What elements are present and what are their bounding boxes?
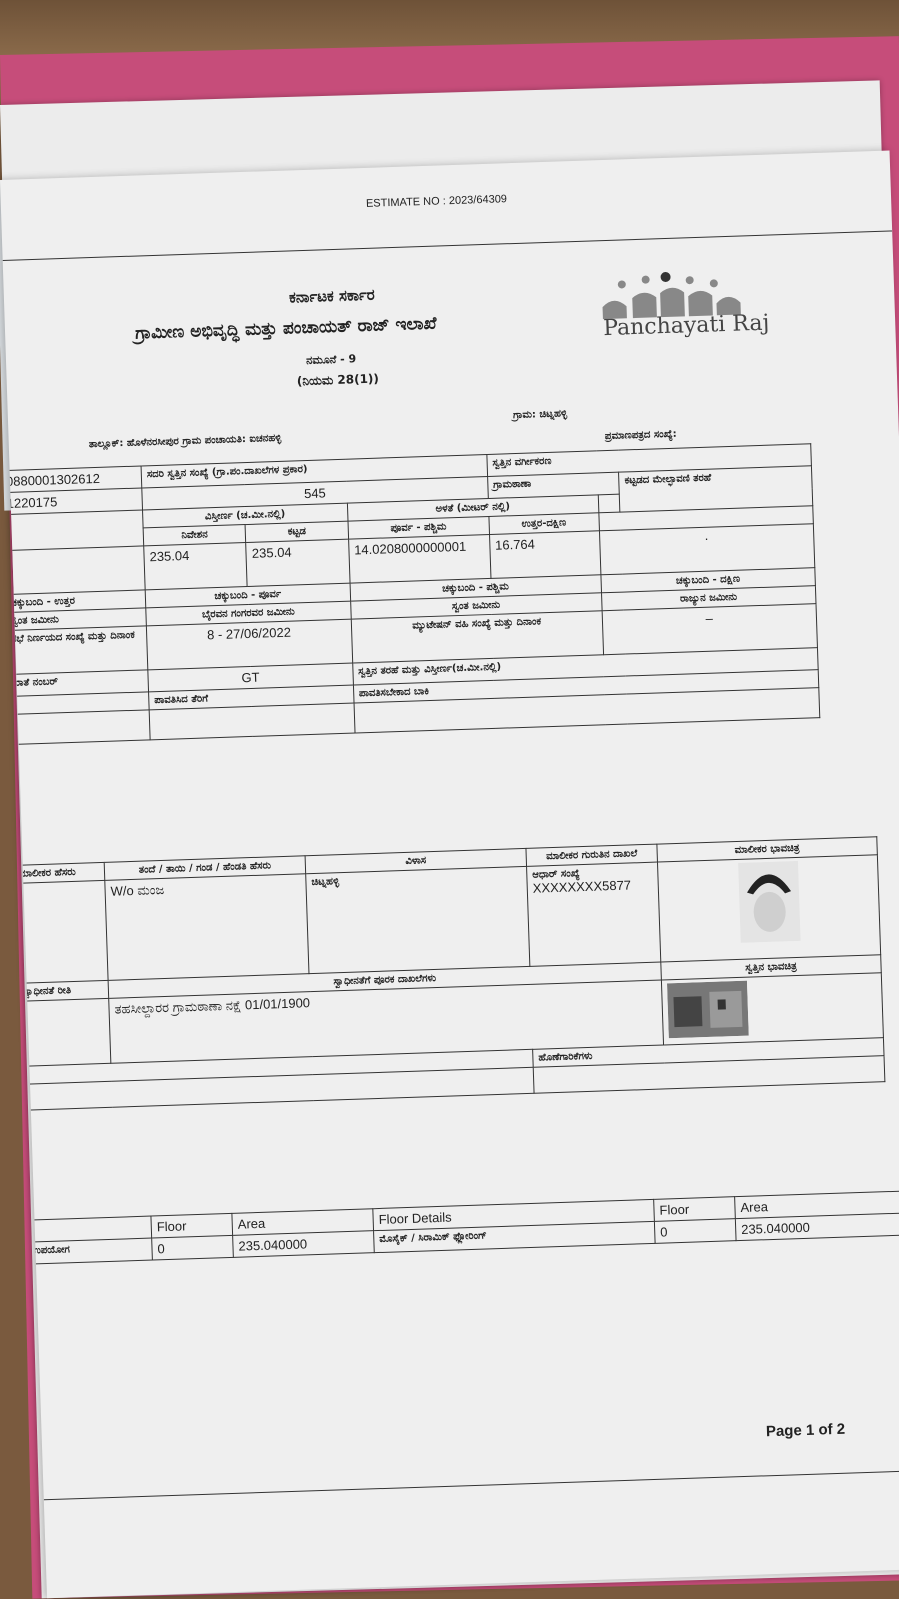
- owner-photo-label: ಮಾಲೀಕರ ಭಾವಚಿತ್ರ: [657, 837, 877, 862]
- area-header-left: Area: [232, 1209, 374, 1236]
- owner-photo-icon: [738, 861, 801, 943]
- floor-right: 0: [654, 1219, 736, 1244]
- govt-title: ಕರ್ನಾಟಕ ಸರ್ಕಾರ: [288, 285, 375, 307]
- department-title: ಗ್ರಾಮೀಣ ಅಭಿವೃದ್ಧಿ ಮತ್ತು ಪಂಚಾಯತ್ ರಾಜ್ ಇಲಾಖೆ: [134, 313, 437, 344]
- mutation-value: –: [602, 604, 818, 655]
- site-label: ನಿವೇಶನ: [143, 525, 246, 546]
- tax-paid-label: ಪಾವತಿಸಿದ ತೆರಿಗೆ: [149, 685, 354, 710]
- north-south-value: 16.764: [489, 531, 600, 579]
- classification-label: ಸ್ವತ್ತಿನ ವರ್ಗೀಕರಣ: [487, 444, 812, 477]
- khata-value: GT: [148, 663, 353, 692]
- form-frame: [3, 230, 899, 1320]
- boundary-west-label: ಚಕ್ಕುಬಂದಿ - ಪಶ್ಚಿಮ: [350, 575, 601, 601]
- property-photo-icon: [667, 981, 749, 1039]
- property-code: 1220175: [1, 488, 143, 515]
- property-no-label: ಸದರಿ ಸ್ವತ್ತಿನ ಸಂಖ್ಯೆ (ಗ್ರಾ.ಪಂ.ದಾಖಲೆಗಳ ಪ್ರಕಾರ): [141, 455, 487, 488]
- classification-value: ಗ್ರಾಮಠಾಣಾ: [487, 472, 619, 498]
- north-south-label: ಉತ್ತರ-ದಕ್ಷಿಣ: [489, 513, 599, 535]
- property-table: 0880001302612 ಸದರಿ ಸ್ವತ್ತಿನ ಸಂಖ್ಯೆ (ಗ್ರಾ.ಪಂ.ದಾಖಲೆಗಳ ಪ್ರಕಾರ) ಸ್ವತ್ತಿನ ವರ್ಗೀಕರಣ 1220175 545 ಗ್ರಾಮಠಾಣಾ ಕಟ್ಟಡದ ಮೇಲ್ಛಾವಣಿ ತರಹೆ ವಿಸ್ತೀರ್ಣ (ಚ.ಮೀ.ನಲ್ಲಿ) ಅಳತೆ (ಮೀಟರ್ ನಲ್ಲಿ) ನಿವೇಶನ ಕಟ್ಟಡ ಪೂರ್ವ - ಪಶ್ಚಿಮ ಉತ್ತರ-ದಕ್ಷಿಣ 235.04 235.04 14.0208000000001 16.764 · ಚಕ್ಕುಬಂದಿ - ಉತ್ತರ ಚಕ್ಕುಬಂದಿ - ಪೂರ್ವ ಚಕ್ಕುಬಂದಿ - ಪಶ್ಚಿಮ ಚಕ್ಕುಬಂದಿ - ದಕ್ಷಿಣ ಸ್ವಂತ ಜಮೀನು ಬೈರವನ ಗಂಗರವರ ಜಮೀನು ಸ್ವಂತ ಜಮೀನು ರಾಜ್ಯುನ ಜಮೀನು ಸಭೆ ನಿರ್ಣಯದ ಸಂಖ್ಯೆ ಮತ್ತು ದಿನಾಂಕ 8 - 27/06/2022 ಮ್ಯುಟೇಷನ್ ವಹಿ ಸಂಖ್ಯೆ ಮತ್ತು ದಿನಾಂಕ – ಖಾತೆ ನಂಬರ್ GT ಸ್ವತ್ತಿನ ತರಹೆ ಮತ್ತು ವಿಸ್ತೀರ್ಣ(ಚ.ಮೀ.ನಲ್ಲಿ) ಪಾವತಿಸಿದ ತೆರಿಗೆ ಪಾವತಿಸಬೇಕಾದ ಬಾಕಿ: [0, 443, 820, 745]
- building-label: ಕಟ್ಟಡ: [245, 521, 348, 542]
- boundary-east: ಬೈರವನ ಗಂಗರವರ ಜಮೀನು: [146, 601, 351, 626]
- tax-due-label: ಪಾವತಿಸಬೇಕಾದ ಬಾಕಿ: [353, 670, 819, 703]
- boundary-south: ರಾಜ್ಯುನ ಜಮೀನು: [601, 586, 816, 611]
- east-west-value: 14.0208000000001: [348, 534, 490, 583]
- logo-text: Panchayati Raj: [602, 310, 770, 342]
- taluk-panchayat: ತಾಲ್ಲೂಕ್: ಹೊಳೆನರಸೀಪುರ ಗ್ರಾಮ ಪಂಚಾಯತಿ: ಐಚನಹಳ್ಳಿ: [88, 432, 282, 451]
- boundary-north: ಸ್ವಂತ ಜಮೀನು: [5, 608, 147, 631]
- owner-name-label: ಮಾಲೀಕರ ಹೆಸರು: [13, 862, 105, 883]
- owner-table: [13, 836, 886, 1111]
- dimensions-label: ಅಳತೆ (ಮೀಟರ್ ನಲ್ಲಿ): [347, 495, 598, 521]
- acquisition-docs-label: ಸ್ವಾಧೀನತೆಗೆ ಪೂರಕ ದಾಖಲೆಗಳು: [108, 962, 661, 998]
- rule-number: (ನಿಯಮ 28(1)): [296, 371, 380, 389]
- footer-line: [44, 1470, 899, 1501]
- floor-header-right: Floor: [654, 1197, 736, 1222]
- area-right: 235.040000: [735, 1213, 899, 1241]
- property-no: 545: [142, 477, 488, 510]
- form-number: ನಮೂನೆ - 9: [305, 352, 357, 367]
- floor-header-left: Floor: [151, 1213, 233, 1238]
- boundary-north-label: ಚಕ್ಕುಬಂದಿ - ಉತ್ತರ: [4, 590, 146, 613]
- usage-label: ಉಪಯೋಗ: [26, 1238, 153, 1264]
- village-name: ಗ್ರಾಮ: ಚಿಟ್ನಹಳ್ಳಿ: [512, 408, 568, 422]
- east-west-label: ಪೂರ್ವ - ಪಶ್ಚಿಮ: [348, 516, 490, 539]
- area-label: ವಿಸ್ತೀರ್ಣ (ಚ.ಮೀ.ನಲ್ಲಿ): [143, 503, 348, 528]
- floor-left: 0: [152, 1235, 234, 1260]
- decision-label: ಸಭೆ ನಿರ್ಣಯದ ಸಂಖ್ಯೆ ಮತ್ತು ದಿನಾಂಕ: [5, 626, 147, 675]
- address-label: ವಿಳಾಸ: [305, 848, 526, 873]
- liabilities-label: ಹೊಣೆಗಾರಿಕೆಗಳು: [533, 1038, 884, 1068]
- site-area: 235.04: [144, 543, 248, 590]
- relation-label: ತಂದೆ / ತಾಯಿ / ಗಂಡ / ಹೆಂಡತಿ ಹೆಸರು: [104, 856, 305, 881]
- floor-details-header: Floor Details: [373, 1199, 655, 1230]
- property-id: 0880001302612: [0, 466, 142, 493]
- acquisition-docs: ತಹಸೀಲ್ದಾರರ ಗ್ರಾಮಠಾಣಾ ನಕ್ಷೆ 01/01/1900: [109, 980, 664, 1063]
- boundary-south-label: ಚಕ್ಕುಬಂದಿ - ದಕ್ಷಿಣ: [601, 568, 816, 593]
- id-number: XXXXXXXX5877: [532, 877, 632, 896]
- mutation-label: ಮ್ಯುಟೇಷನ್ ವಹಿ ಸಂಖ್ಯೆ ಮತ್ತು ದಿನಾಂಕ: [351, 611, 603, 663]
- area-header-right: Area: [735, 1191, 899, 1219]
- roof-type-label: ಕಟ್ಟಡದ ಮೇಲ್ಛಾವಣಿ ತರಹೆ: [619, 466, 813, 512]
- decision-value: 8 - 27/06/2022: [146, 619, 352, 670]
- relation-value: W/o ಮಂಜ: [105, 874, 309, 981]
- type-area-label: ಸ್ವತ್ತಿನ ತರಹೆ ಮತ್ತು ವಿಸ್ತೀರ್ಣ(ಚ.ಮೀ.ನಲ್ಲಿ): [352, 648, 818, 685]
- floor-details: ಮೊಸೈಕ್ / ಸಿರಾಮಿಕ್ ಫ್ಲೋರಿಂಗ್: [374, 1221, 656, 1252]
- certificate-number-label: ಪ್ರಮಾಣಪತ್ರದ ಸಂಖ್ಯೆ:: [604, 428, 677, 443]
- building-area: 235.04: [246, 539, 350, 586]
- property-photo-label: ಸ್ವತ್ತಿನ ಭಾವಚಿತ್ರ: [661, 955, 881, 980]
- id-doc-label: ಮಾಲೀಕರ ಗುರುತಿನ ದಾಖಲೆ: [526, 844, 658, 866]
- id-type: ಆಧಾರ್ ಸಂಖ್ಯೆ: [532, 868, 580, 881]
- boundary-west: ಸ್ವಂತ ಜಮೀನು: [350, 593, 601, 619]
- address-value: ಚಿಟ್ನಹಳ್ಳಿ: [306, 866, 530, 973]
- boundary-east-label: ಚಕ್ಕುಬಂದಿ - ಪೂರ್ವ: [145, 583, 350, 608]
- khata-label: ಖಾತೆ ನಂಬರ್: [7, 670, 149, 697]
- area-left: 235.040000: [233, 1231, 375, 1258]
- acquisition-mode-label: ಸ್ವಾಧೀನತೆ ರೀತಿ: [17, 980, 109, 1001]
- document-page: [0, 150, 899, 1598]
- page-number: Page 1 of 2: [765, 1420, 846, 1441]
- estimate-number: ESTIMATE NO : 2023/64309: [365, 193, 508, 210]
